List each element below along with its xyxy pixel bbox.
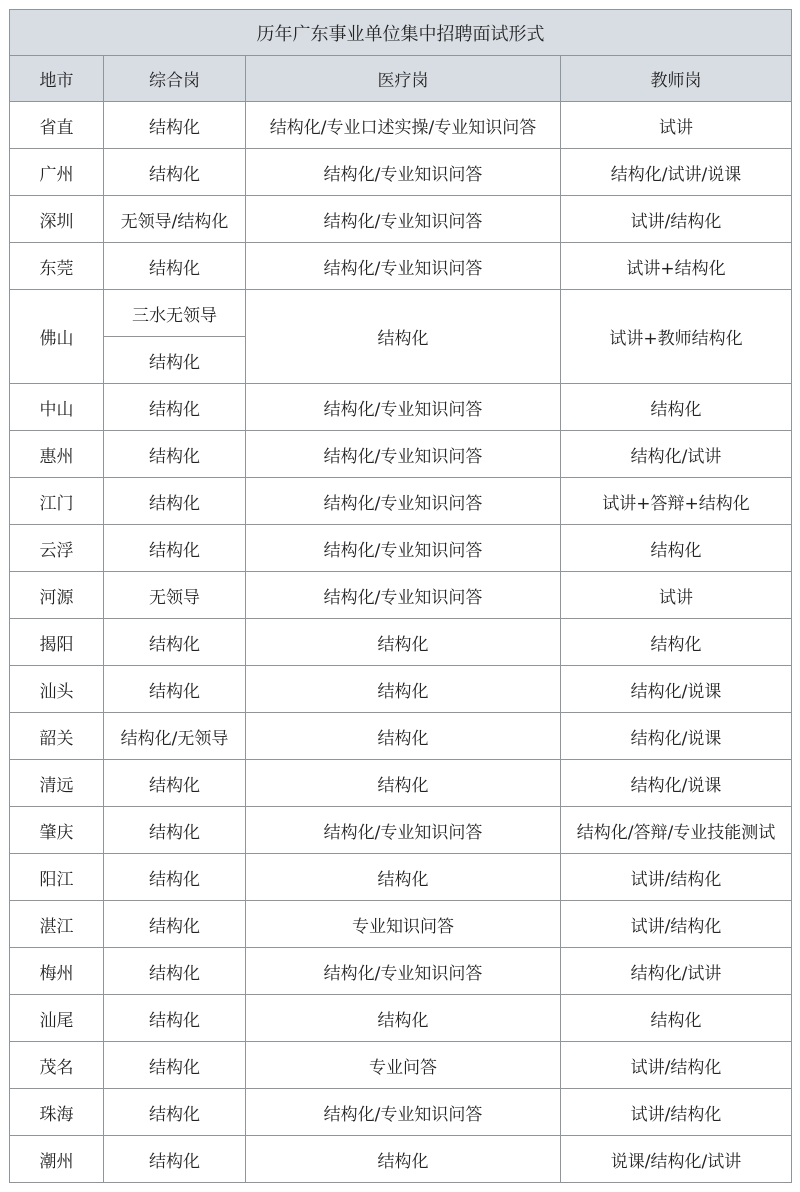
cell-medical: 专业问答 — [246, 1042, 561, 1089]
cell-medical: 专业知识问答 — [246, 901, 561, 948]
cell-medical: 结构化/专业知识问答 — [246, 384, 561, 431]
cell-general: 结构化 — [104, 901, 246, 948]
cell-teacher: 试讲 — [561, 102, 792, 149]
cell-medical: 结构化 — [246, 995, 561, 1042]
cell-city: 阳江 — [10, 854, 104, 901]
cell-medical: 结构化 — [246, 666, 561, 713]
cell-teacher: 试讲+答辩+结构化 — [561, 478, 792, 525]
cell-general: 结构化/无领导 — [104, 713, 246, 760]
table-row — [10, 1136, 792, 1183]
cell-city: 湛江 — [10, 901, 104, 948]
table-header-row — [10, 56, 792, 102]
cell-city: 河源 — [10, 572, 104, 619]
cell-medical: 结构化 — [246, 854, 561, 901]
cell-teacher: 结构化/试讲 — [561, 948, 792, 995]
cell-general: 结构化 — [104, 854, 246, 901]
cell-medical: 结构化/专业口述实操/专业知识问答 — [246, 102, 561, 149]
cell-city: 汕尾 — [10, 995, 104, 1042]
cell-teacher: 试讲/结构化 — [561, 1089, 792, 1136]
cell-medical: 结构化/专业知识问答 — [246, 431, 561, 478]
table-row — [10, 901, 792, 948]
cell-city: 珠海 — [10, 1089, 104, 1136]
table-row — [10, 666, 792, 713]
cell-city: 肇庆 — [10, 807, 104, 854]
cell-medical: 结构化 — [246, 290, 561, 384]
cell-teacher: 试讲/结构化 — [561, 901, 792, 948]
cell-city: 揭阳 — [10, 619, 104, 666]
cell-general: 结构化 — [104, 384, 246, 431]
cell-city: 韶关 — [10, 713, 104, 760]
header-medical-post: 医疗岗 — [246, 56, 561, 102]
table-row — [10, 807, 792, 854]
cell-general: 结构化 — [104, 995, 246, 1042]
cell-general: 结构化 — [104, 760, 246, 807]
cell-general: 结构化 — [104, 525, 246, 572]
table-row — [10, 525, 792, 572]
table-title: 历年广东事业单位集中招聘面试形式 — [10, 10, 792, 56]
header-teacher-post: 教师岗 — [561, 56, 792, 102]
cell-city: 梅州 — [10, 948, 104, 995]
cell-city: 惠州 — [10, 431, 104, 478]
table-row — [10, 384, 792, 431]
table-row — [10, 149, 792, 196]
cell-medical: 结构化/专业知识问答 — [246, 478, 561, 525]
cell-city: 深圳 — [10, 196, 104, 243]
cell-medical: 结构化 — [246, 713, 561, 760]
header-city: 地市 — [10, 56, 104, 102]
cell-general: 结构化 — [104, 478, 246, 525]
cell-general: 三水无领导 — [104, 290, 246, 337]
cell-city: 清远 — [10, 760, 104, 807]
table-row — [10, 290, 792, 337]
cell-city: 潮州 — [10, 1136, 104, 1183]
table-row — [10, 854, 792, 901]
cell-teacher: 结构化/答辩/专业技能测试 — [561, 807, 792, 854]
interview-format-table-container — [9, 9, 791, 1183]
cell-medical: 结构化 — [246, 760, 561, 807]
cell-city: 江门 — [10, 478, 104, 525]
interview-format-table — [9, 9, 792, 1183]
table-row — [10, 948, 792, 995]
cell-general: 结构化 — [104, 807, 246, 854]
cell-general: 无领导 — [104, 572, 246, 619]
table-row — [10, 995, 792, 1042]
cell-city: 佛山 — [10, 290, 104, 384]
table-row — [10, 1042, 792, 1089]
cell-teacher: 试讲+教师结构化 — [561, 290, 792, 384]
cell-teacher: 说课/结构化/试讲 — [561, 1136, 792, 1183]
cell-general: 结构化 — [104, 1089, 246, 1136]
cell-general: 结构化 — [104, 431, 246, 478]
cell-city: 东莞 — [10, 243, 104, 290]
cell-city: 省直 — [10, 102, 104, 149]
cell-teacher: 试讲/结构化 — [561, 1042, 792, 1089]
cell-medical: 结构化/专业知识问答 — [246, 572, 561, 619]
cell-teacher: 试讲+结构化 — [561, 243, 792, 290]
cell-general: 结构化 — [104, 1042, 246, 1089]
cell-general: 结构化 — [104, 337, 246, 384]
cell-general: 无领导/结构化 — [104, 196, 246, 243]
cell-general: 结构化 — [104, 666, 246, 713]
cell-teacher: 结构化 — [561, 619, 792, 666]
table-row — [10, 713, 792, 760]
cell-medical: 结构化/专业知识问答 — [246, 1089, 561, 1136]
table-row — [10, 478, 792, 525]
cell-teacher: 结构化 — [561, 384, 792, 431]
cell-city: 茂名 — [10, 1042, 104, 1089]
cell-general: 结构化 — [104, 102, 246, 149]
cell-medical: 结构化/专业知识问答 — [246, 196, 561, 243]
cell-city: 汕头 — [10, 666, 104, 713]
cell-teacher: 结构化/试讲 — [561, 431, 792, 478]
cell-general: 结构化 — [104, 948, 246, 995]
cell-medical: 结构化/专业知识问答 — [246, 525, 561, 572]
cell-teacher: 试讲/结构化 — [561, 196, 792, 243]
cell-medical: 结构化/专业知识问答 — [246, 243, 561, 290]
cell-city: 广州 — [10, 149, 104, 196]
header-general-post: 综合岗 — [104, 56, 246, 102]
cell-medical: 结构化/专业知识问答 — [246, 149, 561, 196]
cell-general: 结构化 — [104, 149, 246, 196]
cell-medical: 结构化 — [246, 1136, 561, 1183]
cell-medical: 结构化/专业知识问答 — [246, 807, 561, 854]
cell-medical: 结构化/专业知识问答 — [246, 948, 561, 995]
cell-medical: 结构化 — [246, 619, 561, 666]
cell-general: 结构化 — [104, 243, 246, 290]
table-row — [10, 1089, 792, 1136]
cell-teacher: 结构化/试讲/说课 — [561, 149, 792, 196]
table-row — [10, 102, 792, 149]
cell-teacher: 试讲 — [561, 572, 792, 619]
cell-teacher: 结构化/说课 — [561, 713, 792, 760]
table-row — [10, 196, 792, 243]
cell-city: 中山 — [10, 384, 104, 431]
cell-teacher: 结构化 — [561, 525, 792, 572]
table-row — [10, 572, 792, 619]
table-title-row — [10, 10, 792, 56]
cell-teacher: 试讲/结构化 — [561, 854, 792, 901]
cell-general: 结构化 — [104, 619, 246, 666]
table-row — [10, 760, 792, 807]
cell-city: 云浮 — [10, 525, 104, 572]
cell-teacher: 结构化/说课 — [561, 666, 792, 713]
table-row — [10, 243, 792, 290]
cell-teacher: 结构化/说课 — [561, 760, 792, 807]
table-row — [10, 619, 792, 666]
table-row — [10, 431, 792, 478]
cell-teacher: 结构化 — [561, 995, 792, 1042]
cell-general: 结构化 — [104, 1136, 246, 1183]
